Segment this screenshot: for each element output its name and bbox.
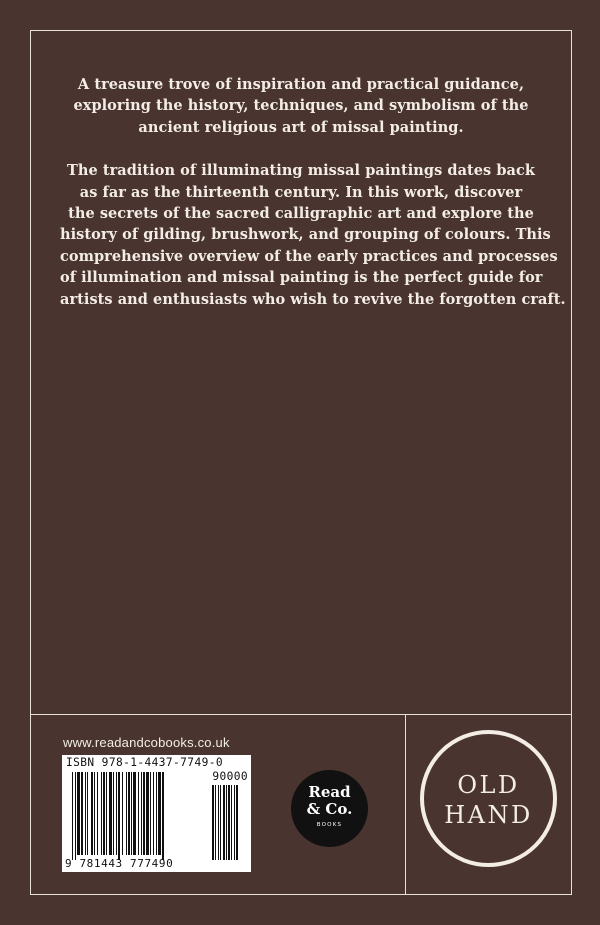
publisher-url[interactable]: www.readandcobooks.co.uk <box>63 735 230 750</box>
price-code: 90000 <box>212 770 248 783</box>
blurb-line: comprehensive overview of the early practices and processes <box>60 247 558 265</box>
blurb-paragraph-2 <box>60 160 566 310</box>
imprint-text-old: OLD <box>457 771 520 799</box>
imprint-text-hand: HAND <box>444 801 533 829</box>
blurb-line: exploring the history, techniques, and symbolism of the <box>73 97 529 115</box>
isbn-label: ISBN 978-1-4437-7749-0 <box>66 756 223 769</box>
isbn-barcode <box>62 755 251 872</box>
blurb-line: history of gilding, brushwork, and grouping of colours. This <box>60 226 551 244</box>
logo-text-co: & Co. <box>306 800 353 818</box>
divider-vertical <box>405 714 406 895</box>
blurb-line: the secrets of the sacred calligraphic art and explore the <box>68 205 534 223</box>
logo-text-read: Read <box>308 783 351 801</box>
old-hand-imprint-logo <box>420 730 557 867</box>
barcode-bars <box>62 755 251 872</box>
blurb-line: A treasure trove of inspiration and practical guidance, <box>77 76 525 93</box>
blurb-line: The tradition of illuminating missal paintings dates back <box>67 162 535 180</box>
blurb-line: ancient religious art of missal painting. <box>138 118 464 136</box>
blurb-line: as far as the thirteenth century. In this work, discover <box>79 183 523 201</box>
blurb-paragraph-1 <box>60 74 542 138</box>
divider-horizontal <box>30 714 572 715</box>
barcode-number: 9 781443 777490 <box>65 857 174 870</box>
book-blurb <box>60 74 566 332</box>
blurb-line: artists and enthusiasts who wish to revive the forgotten craft. <box>60 290 566 308</box>
logo-text-books: BOOKS <box>316 822 343 828</box>
blurb-line: of illumination and missal painting is the perfect guide for <box>60 269 543 287</box>
read-and-co-logo <box>291 770 368 847</box>
